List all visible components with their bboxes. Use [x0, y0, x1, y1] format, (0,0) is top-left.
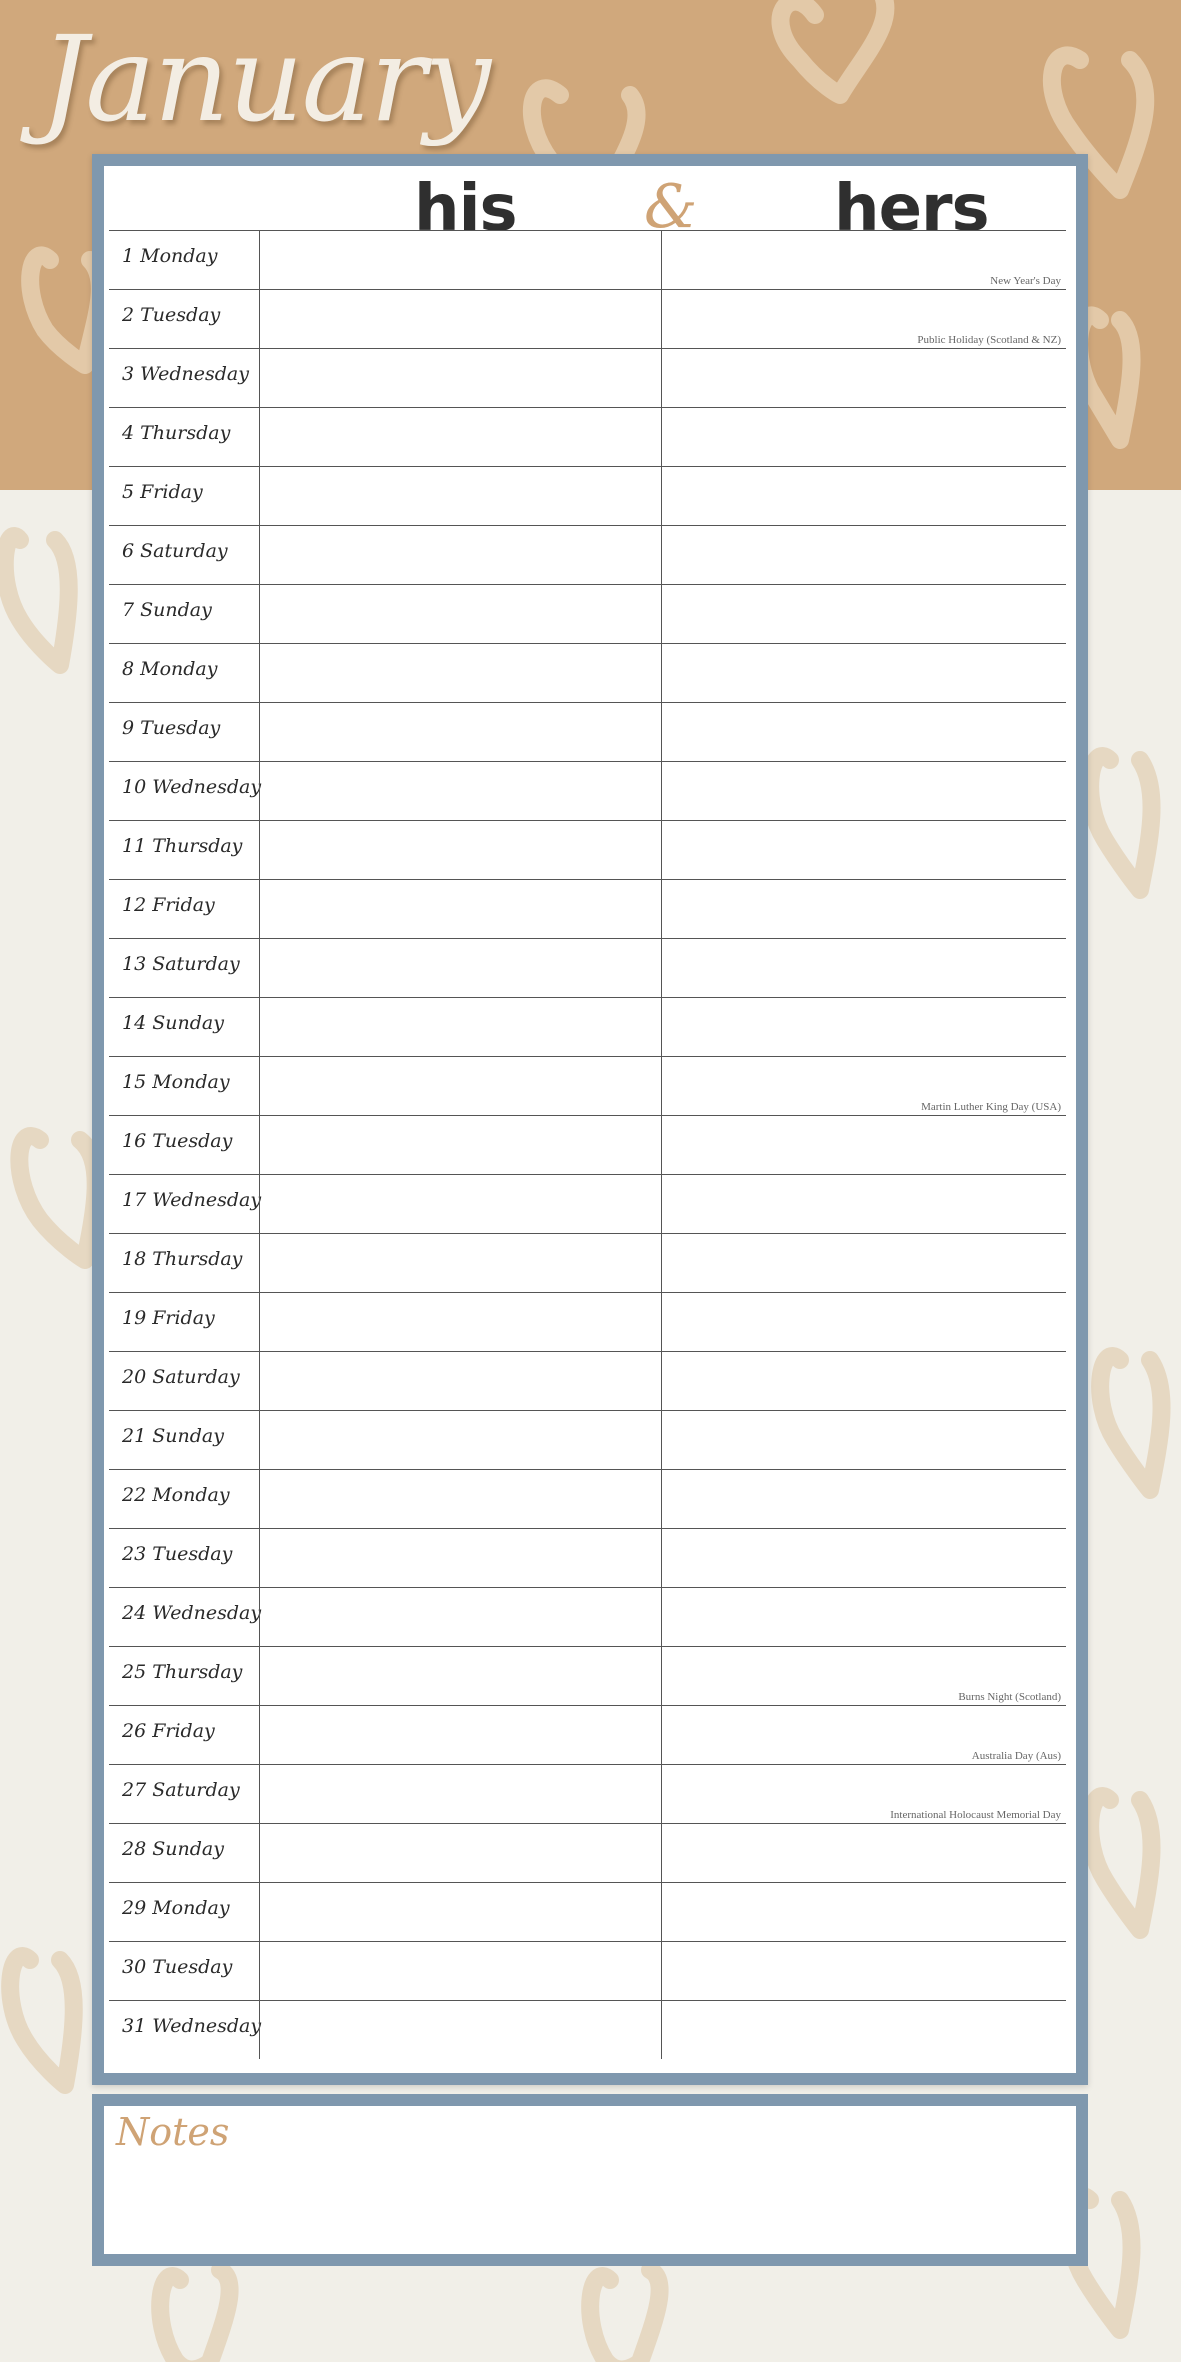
his-cell[interactable]	[259, 1234, 661, 1292]
his-cell[interactable]	[259, 2001, 661, 2059]
day-label: 5 Friday	[122, 481, 203, 503]
his-cell[interactable]	[259, 349, 661, 407]
day-row	[109, 407, 1066, 465]
hers-cell[interactable]	[661, 467, 1066, 525]
his-cell[interactable]	[259, 1470, 661, 1528]
day-row	[109, 1233, 1066, 1291]
his-cell[interactable]	[259, 1352, 661, 1410]
day-row	[109, 1292, 1066, 1350]
heart-icon	[590, 2270, 659, 2362]
hers-cell[interactable]	[661, 1706, 1066, 1764]
hers-cell[interactable]	[661, 1057, 1066, 1115]
hers-cell[interactable]	[661, 1883, 1066, 1941]
day-label: 2 Tuesday	[122, 304, 221, 326]
month-title: January	[40, 10, 490, 148]
day-label: 10 Wednesday	[122, 776, 262, 798]
his-cell[interactable]	[259, 467, 661, 525]
hers-cell[interactable]	[661, 349, 1066, 407]
his-column-header: his	[414, 172, 517, 246]
his-cell[interactable]	[259, 585, 661, 643]
heart-icon	[5, 536, 69, 665]
his-cell[interactable]	[259, 1647, 661, 1705]
day-label: 4 Thursday	[122, 422, 231, 444]
hers-cell[interactable]	[661, 821, 1066, 879]
hers-cell[interactable]	[661, 1647, 1066, 1705]
day-label: 1 Monday	[122, 245, 218, 267]
notes-area[interactable]	[104, 2106, 1076, 2254]
hers-cell[interactable]	[661, 290, 1066, 348]
day-row	[109, 1115, 1066, 1173]
day-label: 23 Tuesday	[122, 1543, 233, 1565]
hers-cell[interactable]	[661, 762, 1066, 820]
heart-icon	[19, 1136, 95, 1260]
holiday-label: Australia Day (Aus)	[971, 1750, 1061, 1762]
his-cell[interactable]	[259, 703, 661, 761]
hers-cell[interactable]	[661, 1942, 1066, 2000]
his-cell[interactable]	[259, 644, 661, 702]
holiday-label: Martin Luther King Day (USA)	[921, 1101, 1061, 1113]
his-cell[interactable]	[259, 1116, 661, 1174]
his-cell[interactable]	[259, 1824, 661, 1882]
day-label: 21 Sunday	[122, 1425, 224, 1447]
heart-icon	[1090, 1796, 1151, 1930]
day-row	[109, 1823, 1066, 1881]
day-row	[109, 1882, 1066, 1940]
his-cell[interactable]	[259, 1765, 661, 1823]
day-label: 30 Tuesday	[122, 1956, 233, 1978]
day-row	[109, 2000, 1066, 2058]
hers-cell[interactable]	[661, 1529, 1066, 1587]
heart-icon	[10, 1956, 74, 2085]
day-row	[109, 348, 1066, 406]
notes-label: Notes	[116, 2110, 230, 2154]
hers-cell[interactable]	[661, 526, 1066, 584]
day-label: 3 Wednesday	[122, 363, 249, 385]
day-row	[109, 643, 1066, 701]
hers-cell[interactable]	[661, 880, 1066, 938]
hers-cell[interactable]	[661, 231, 1066, 289]
his-cell[interactable]	[259, 998, 661, 1056]
hers-cell[interactable]	[661, 1588, 1066, 1646]
hers-cell[interactable]	[661, 408, 1066, 466]
heart-icon	[1090, 756, 1151, 890]
his-cell[interactable]	[259, 880, 661, 938]
hers-cell[interactable]	[661, 1411, 1066, 1469]
his-cell[interactable]	[259, 526, 661, 584]
his-cell[interactable]	[259, 290, 661, 348]
day-row	[109, 1941, 1066, 1999]
day-label: 15 Monday	[122, 1071, 230, 1093]
day-label: 16 Tuesday	[122, 1130, 233, 1152]
day-label: 6 Saturday	[122, 540, 228, 562]
hers-cell[interactable]	[661, 998, 1066, 1056]
day-label: 20 Saturday	[122, 1366, 240, 1388]
his-cell[interactable]	[259, 408, 661, 466]
hers-cell[interactable]	[661, 1824, 1066, 1882]
day-row	[109, 1705, 1066, 1763]
calendar-grid-area	[104, 166, 1076, 2073]
hers-cell[interactable]	[661, 1765, 1066, 1823]
day-label: 31 Wednesday	[122, 2015, 262, 2037]
day-label: 9 Tuesday	[122, 717, 221, 739]
hers-cell[interactable]	[661, 939, 1066, 997]
his-cell[interactable]	[259, 1588, 661, 1646]
day-row	[109, 466, 1066, 524]
day-label: 14 Sunday	[122, 1012, 224, 1034]
day-label: 12 Friday	[122, 894, 215, 916]
hers-cell[interactable]	[661, 2001, 1066, 2059]
notes-frame	[92, 2094, 1088, 2266]
his-cell[interactable]	[259, 1175, 661, 1233]
his-cell[interactable]	[259, 1411, 661, 1469]
heart-icon	[30, 255, 100, 365]
day-row	[109, 1469, 1066, 1527]
heart-icon	[781, 0, 886, 95]
holiday-label: New Year's Day	[990, 275, 1061, 287]
hers-cell[interactable]	[661, 1175, 1066, 1233]
calendar-frame	[92, 154, 1088, 2085]
his-cell[interactable]	[259, 1883, 661, 1941]
day-rows	[109, 230, 1066, 2059]
holiday-label: Public Holiday (Scotland & NZ)	[917, 334, 1061, 346]
his-cell[interactable]	[259, 1293, 661, 1351]
hers-cell[interactable]	[661, 1470, 1066, 1528]
hers-cell[interactable]	[661, 1234, 1066, 1292]
his-cell[interactable]	[259, 939, 661, 997]
hers-column-header: hers	[834, 172, 989, 246]
his-cell[interactable]	[259, 1057, 661, 1115]
day-label: 18 Thursday	[122, 1248, 243, 1270]
day-row	[109, 1587, 1066, 1645]
day-row	[109, 1528, 1066, 1586]
his-cell[interactable]	[259, 1942, 661, 2000]
day-row	[109, 584, 1066, 642]
holiday-label: Burns Night (Scotland)	[958, 1691, 1061, 1703]
his-cell[interactable]	[259, 1529, 661, 1587]
day-row	[109, 997, 1066, 1055]
day-row	[109, 1174, 1066, 1232]
hers-cell[interactable]	[661, 1352, 1066, 1410]
day-label: 24 Wednesday	[122, 1602, 262, 1624]
day-row	[109, 230, 1066, 288]
his-cell[interactable]	[259, 821, 661, 879]
day-label: 17 Wednesday	[122, 1189, 262, 1211]
heart-icon	[1100, 1356, 1161, 1490]
day-label: 29 Monday	[122, 1897, 230, 1919]
hers-cell[interactable]	[661, 644, 1066, 702]
day-label: 28 Sunday	[122, 1838, 224, 1860]
day-row	[109, 1646, 1066, 1704]
his-cell[interactable]	[259, 231, 661, 289]
day-label: 13 Saturday	[122, 953, 240, 975]
day-row	[109, 1764, 1066, 1822]
day-row	[109, 289, 1066, 347]
day-row	[109, 1351, 1066, 1409]
hers-cell[interactable]	[661, 703, 1066, 761]
day-label: 27 Saturday	[122, 1779, 240, 1801]
day-row	[109, 820, 1066, 878]
day-label: 25 Thursday	[122, 1661, 243, 1683]
hers-cell[interactable]	[661, 1116, 1066, 1174]
hers-cell[interactable]	[661, 585, 1066, 643]
day-row	[109, 1056, 1066, 1114]
day-label: 22 Monday	[122, 1484, 230, 1506]
day-label: 7 Sunday	[122, 599, 212, 621]
hers-cell[interactable]	[661, 1293, 1066, 1351]
day-row	[109, 525, 1066, 583]
day-row	[109, 879, 1066, 937]
day-label: 11 Thursday	[122, 835, 243, 857]
heart-icon	[160, 2270, 229, 2362]
holiday-label: International Holocaust Memorial Day	[890, 1809, 1061, 1821]
day-label: 26 Friday	[122, 1720, 215, 1742]
day-label: 8 Monday	[122, 658, 218, 680]
ampersand: &	[644, 172, 698, 242]
day-row	[109, 702, 1066, 760]
day-row	[109, 1410, 1066, 1468]
day-row	[109, 938, 1066, 996]
his-cell[interactable]	[259, 762, 661, 820]
day-label: 19 Friday	[122, 1307, 215, 1329]
his-cell[interactable]	[259, 1706, 661, 1764]
day-row	[109, 761, 1066, 819]
